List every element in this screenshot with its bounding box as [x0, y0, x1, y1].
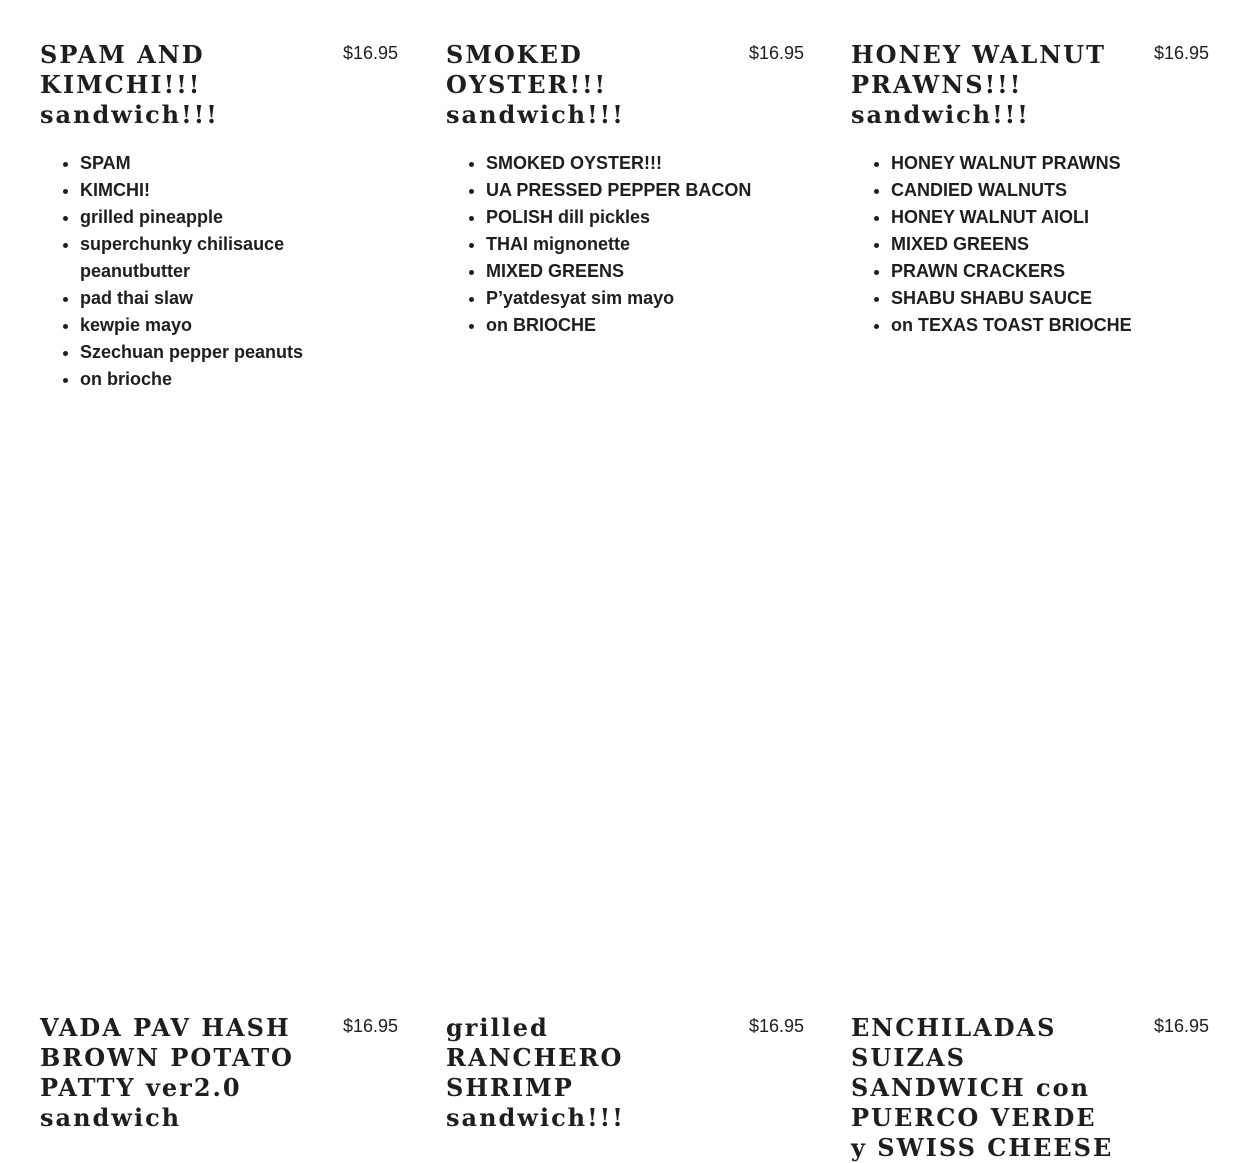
menu-item-smoked-oyster — [446, 40, 804, 339]
menu-item-spam-kimchi — [40, 40, 398, 393]
menu-item-honey-walnut-prawns — [851, 40, 1209, 339]
item-price: $16.95 — [748, 1016, 804, 1036]
item-price: $16.95 — [342, 1016, 398, 1036]
item-price: $16.95 — [1153, 1016, 1209, 1036]
item-title: SPAM AND KIMCHI!!! sandwich!!! — [40, 40, 219, 129]
item-title: VADA PAV HASH BROWN POTATO PATTY ver2.0 sandwich — [40, 1013, 294, 1132]
ingredient-item: • SMOKED OYSTER!!! — [486, 150, 804, 177]
item-title: grilled RANCHERO SHRIMP sandwich!!! — [446, 1013, 625, 1132]
ingredient-item: • POLISH dill pickles — [486, 204, 804, 231]
ingredient-item: • KIMCHI! — [80, 177, 398, 204]
ingredient-item: • grilled pineapple — [80, 204, 398, 231]
ingredient-item: • on brioche — [80, 366, 398, 393]
item-header — [40, 1013, 398, 1133]
item-price: $16.95 — [342, 43, 398, 63]
item-title: SMOKED OYSTER!!! sandwich!!! — [446, 40, 625, 129]
ingredient-list — [446, 150, 804, 339]
ingredient-item: • MIXED GREENS — [486, 258, 804, 285]
ingredient-item: • SPAM — [80, 150, 398, 177]
item-header — [446, 40, 804, 130]
item-header — [851, 40, 1209, 130]
ingredient-item: • PRAWN CRACKERS — [891, 258, 1209, 285]
ingredient-item: • on BRIOCHE — [486, 312, 804, 339]
ingredient-item: • pad thai slaw — [80, 285, 398, 312]
ingredient-item: • superchunky chilisauce peanutbutter — [80, 231, 398, 285]
item-title: ENCHILADAS SUIZAS SANDWICH con PUERCO VERDE y SWISS CHEESE — [851, 1013, 1114, 1162]
ingredient-item: • kewpie mayo — [80, 312, 398, 339]
ingredient-item: • THAI mignonette — [486, 231, 804, 258]
ingredient-item: • Szechuan pepper peanuts — [80, 339, 398, 366]
ingredient-item: • HONEY WALNUT PRAWNS — [891, 150, 1209, 177]
ingredient-item: • SHABU SHABU SAUCE — [891, 285, 1209, 312]
ingredient-list — [40, 150, 398, 393]
ingredient-item: • CANDIED WALNUTS — [891, 177, 1209, 204]
item-price: $16.95 — [748, 43, 804, 63]
ingredient-item: • HONEY WALNUT AIOLI — [891, 204, 1209, 231]
menu-item-ranchero-shrimp — [446, 1013, 804, 1133]
ingredient-item: • on TEXAS TOAST BRIOCHE — [891, 312, 1209, 339]
ingredient-item: • P’yatdesyat sim mayo — [486, 285, 804, 312]
item-price: $16.95 — [1153, 43, 1209, 63]
ingredient-item: • UA PRESSED PEPPER BACON — [486, 177, 804, 204]
item-title: HONEY WALNUT PRAWNS!!! sandwich!!! — [851, 40, 1106, 129]
item-header — [446, 1013, 804, 1133]
ingredient-item: • MIXED GREENS — [891, 231, 1209, 258]
item-header — [40, 40, 398, 130]
menu-item-vada-pav — [40, 1013, 398, 1133]
ingredient-list — [851, 150, 1209, 339]
